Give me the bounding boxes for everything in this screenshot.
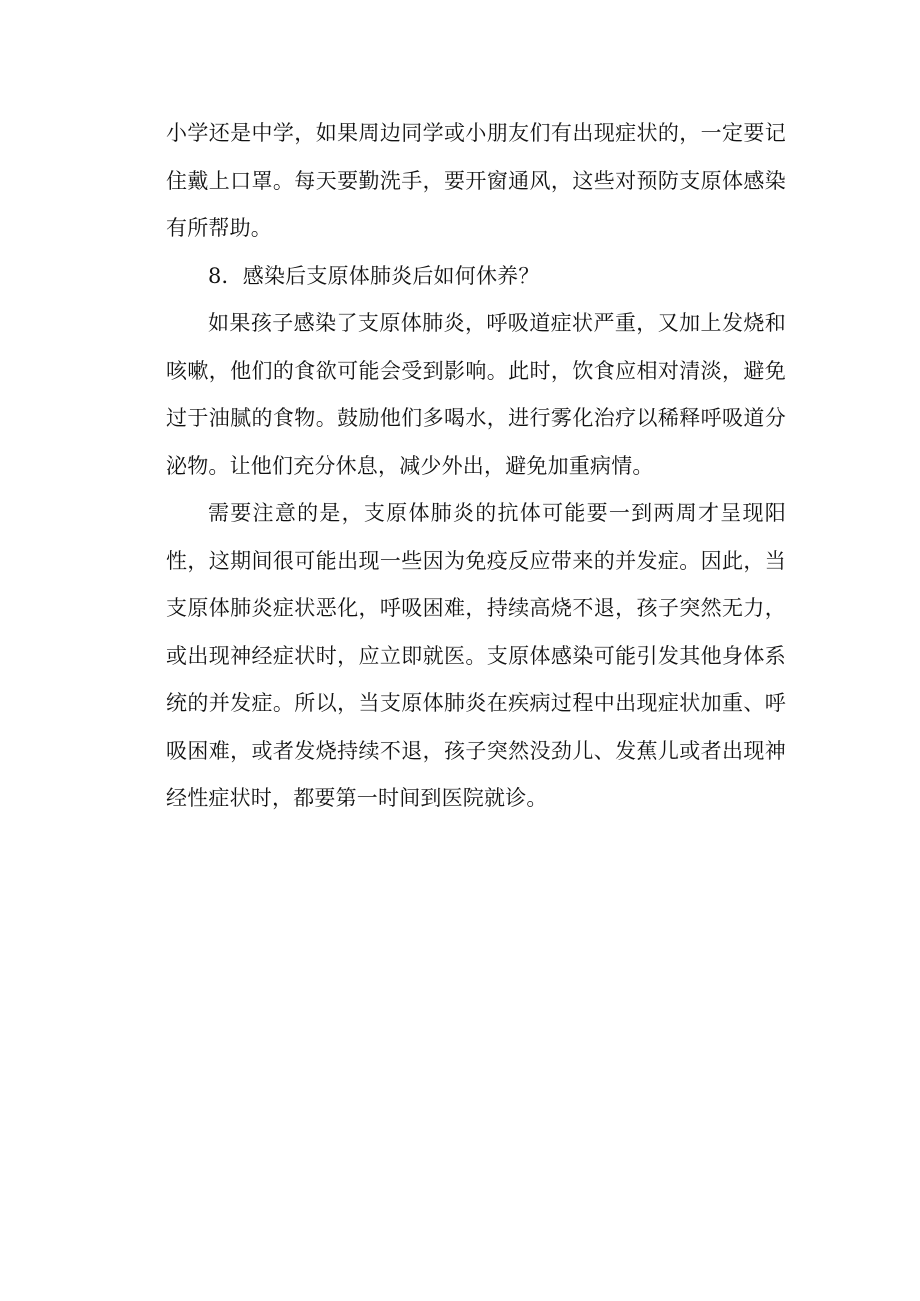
paragraph-prevention: 小学还是中学，如果周边同学或小朋友们有出现症状的，一定要记住戴上口罩。每天要勤洗手，要开窗通风，这些对预防支原体感染有所帮助。 (166, 121, 786, 240)
paragraph-warning-signs: 需要注意的是，支原体肺炎的抗体可能要一到两周才呈现阳性，这期间很可能出现一些因为免疫反应带来的并发症。因此，当支原体肺炎症状恶化，呼吸困难，持续高烧不退，孩子突然无力，或出现神经症状时，应立即就医。支原体感染可能引发其他身体系统的并发症。所以，当支原体肺炎在疾病过程中出现症状加重、呼吸困难，或者发烧持续不退，孩子突然没劲儿、发蕉儿或者出现神经性症状时，都要第一时间到医院就诊。 (166, 501, 786, 810)
document-body (166, 110, 786, 823)
paragraph-recovery-care: 如果孩子感染了支原体肺炎，呼吸道症状严重，又加上发烧和咳嗽，他们的食欲可能会受到影响。此时，饮食应相对清淡，避免过于油腻的食物。鼓励他们多喝水，进行雾化治疗以稀释呼吸道分泌物。让他们充分休息，减少外出，避免加重病情。 (166, 311, 786, 478)
section-heading-recovery: 8．感染后支原体肺炎后如何休养？ (208, 263, 540, 288)
